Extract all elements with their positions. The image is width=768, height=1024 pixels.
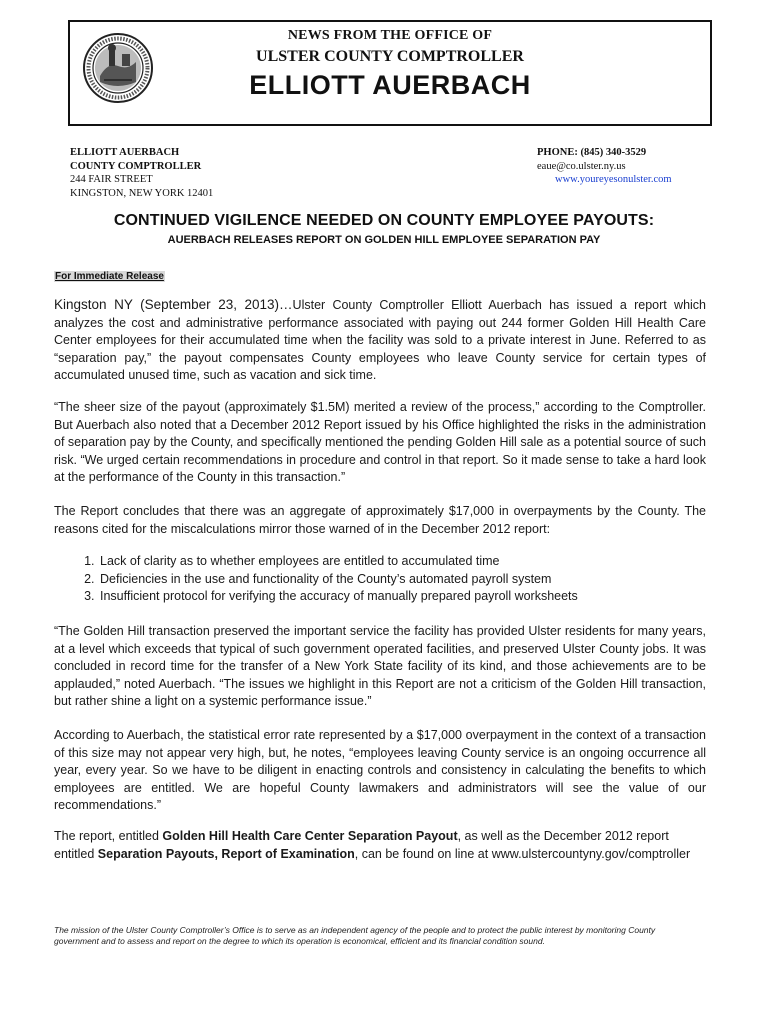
p6-text-1: The report, entitled bbox=[54, 829, 163, 843]
report-title-1: Golden Hill Health Care Center Separation Payout bbox=[162, 829, 458, 843]
masthead-kicker: NEWS FROM THE OFFICE OF bbox=[287, 28, 493, 43]
paragraph-1 bbox=[54, 296, 706, 385]
paragraph-2: “The sheer size of the payout (approximately $1.5M) merited a review of the process,” according to the Comptroller. But Auerbach also noted that a December 2012 Report issued by his Office highlighted the risks in the administration of separation pay by the County, and specifically mentioned the pending Golden Hill sale as a potential source of such risk. “We urged certain recommendations in procedure and control in that report. So it made sense to take a hard look at the performance of the County in this transaction.” bbox=[54, 400, 706, 484]
masthead bbox=[68, 20, 712, 126]
list-item: 3. Insufficient protocol for verifying the accuracy of manually prepared payroll worksheets bbox=[98, 588, 706, 606]
contact-block-right bbox=[537, 146, 672, 187]
paragraph-4: “The Golden Hill transaction preserved the important service the facility has provided Ulster residents for many years, at a level which exceeds that typical of such government operated facilities, and preserved Ulster County jobs. It was concluded in record time for the transfer of a New York State facility of its kind, and those achievements are to be applauded,” noted Auerbach. “The issues we highlight in this Report are not a criticism of the Golden Hill transaction, but rather shine a light on a systemic performance issue.” bbox=[54, 624, 706, 708]
contact-street: 244 FAIR STREET bbox=[70, 174, 153, 185]
headline: CONTINUED VIGILENCE NEEDED ON COUNTY EMPLOYEE PAYOUTS: bbox=[113, 212, 655, 229]
contact-phone: PHONE: (845) 340-3529 bbox=[537, 147, 647, 158]
report-title-2: Separation Payouts, Report of Examination bbox=[97, 846, 355, 861]
list-item: 2. Deficiencies in the use and functionality of the County’s automated payroll system bbox=[98, 571, 706, 589]
contact-name: ELLIOTT AUERBACH bbox=[70, 147, 180, 158]
p6-text-3: , can be found on line at www.ulstercountyny.gov/comptroller bbox=[354, 846, 691, 861]
contact-block-left bbox=[70, 146, 213, 200]
paragraph-3: The Report concludes that there was an aggregate of approximately $17,000 in overpayments by the County. The reasons cited for the miscalculations mirror those warned of in the December 2012 report: bbox=[54, 504, 706, 536]
contact-email[interactable]: eaue@co.ulster.ny.us bbox=[537, 160, 626, 172]
contact-title: COUNTY COMPTROLLER bbox=[70, 160, 202, 172]
paragraph-5: According to Auerbach, the statistical error rate represented by a $17,000 overpayment in the context of a transaction of this size may not appear very high, but, he notes, “employees leaving County service is an ongoing occurrence all year, every year. So we have to be diligent in enacting controls and consistency in calculating the benefits to which employees are entitled. We are hopeful County lawmakers and administrators will see the value of our recommendations.” bbox=[54, 728, 706, 812]
dateline: Kingston NY (September 23, 2013)… bbox=[54, 297, 293, 312]
release-label: For Immediate Release bbox=[55, 271, 164, 282]
subheadline: AUERBACH RELEASES REPORT ON GOLDEN HILL EMPLOYEE SEPARATION PAY bbox=[167, 234, 601, 246]
p6-text-2: , as well as the December 2012 report entitled bbox=[54, 829, 669, 861]
paragraph-6 bbox=[54, 828, 706, 863]
contact-city: KINGSTON, NEW YORK 12401 bbox=[70, 187, 214, 199]
contact-website-link[interactable]: www.youreyesonulster.com bbox=[555, 174, 672, 185]
list-item: 1. Lack of clarity as to whether employees are entitled to accumulated time bbox=[98, 553, 706, 571]
masthead-name: ELLIOTT AUERBACH bbox=[249, 70, 531, 100]
reasons-list bbox=[54, 553, 706, 606]
mission-statement: The mission of the Ulster County Comptroller’s Office is to serve as an independent agency of the people and to protect the public interest by monitoring County government and to assess and report on the degree to which its operation is economical, efficient and its financial condition sound. bbox=[54, 925, 656, 946]
masthead-office: ULSTER COUNTY COMPTROLLER bbox=[256, 48, 524, 65]
paragraph-1-text: Ulster County Comptroller Elliott Auerbach has issued a report which analyzes the cost and administrative performance associated with paying out 244 former Golden Hill Health Care Center employees for their accumulated time when the facility was sold to a private interest in June. Referred to as “separation pay,” the payout compensates County employees who leave County service for certain types of accumulated unused time, such as vacation and sick time. bbox=[54, 298, 706, 382]
